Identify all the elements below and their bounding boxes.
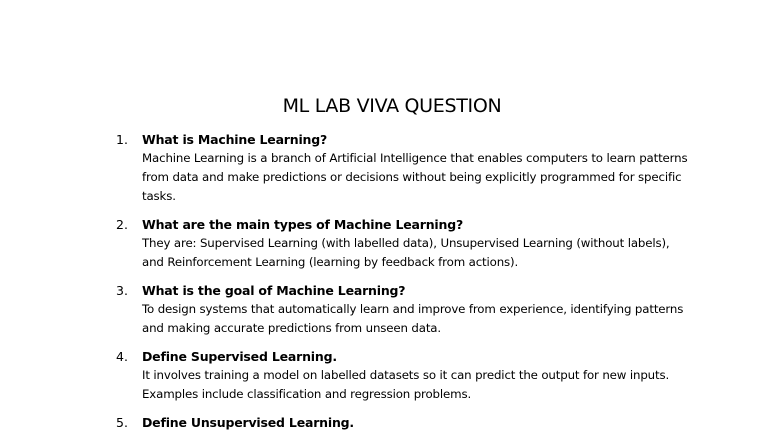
question-number: 4. <box>116 349 128 364</box>
question-item <box>0 130 784 206</box>
question-number: 2. <box>116 217 128 232</box>
question-list <box>0 130 784 441</box>
question-title: What is the goal of Machine Learning? <box>142 283 406 298</box>
question-item <box>0 347 784 404</box>
question-number: 1. <box>116 132 128 147</box>
question-item <box>0 215 784 272</box>
question-number: 5. <box>116 415 128 430</box>
question-answer: It involves training a model on labelled datasets so it can predict the output for new inputs. Examples include classification and regression problems. <box>142 368 670 401</box>
question-answer: To design systems that automatically learn and improve from experience, identifying patterns and making accurate predictions from unseen data. <box>142 302 684 335</box>
question-answer: They are: Supervised Learning (with labelled data), Unsupervised Learning (without labels), and Reinforcement Learning (learning by feedback from actions). <box>142 236 670 269</box>
document-title: ML LAB VIVA QUESTION <box>282 95 502 117</box>
question-item <box>0 281 784 338</box>
question-title: Define Supervised Learning. <box>142 349 337 364</box>
question-answer: Machine Learning is a branch of Artificial Intelligence that enables computers to learn patterns from data and make predictions or decisions without being explicitly programmed for specific tasks. <box>142 151 688 203</box>
question-number: 3. <box>116 283 128 298</box>
question-title: What is Machine Learning? <box>142 132 328 147</box>
question-title: What are the main types of Machine Learning? <box>142 217 464 232</box>
question-item <box>0 413 784 432</box>
question-title: Define Unsupervised Learning. <box>142 415 354 430</box>
